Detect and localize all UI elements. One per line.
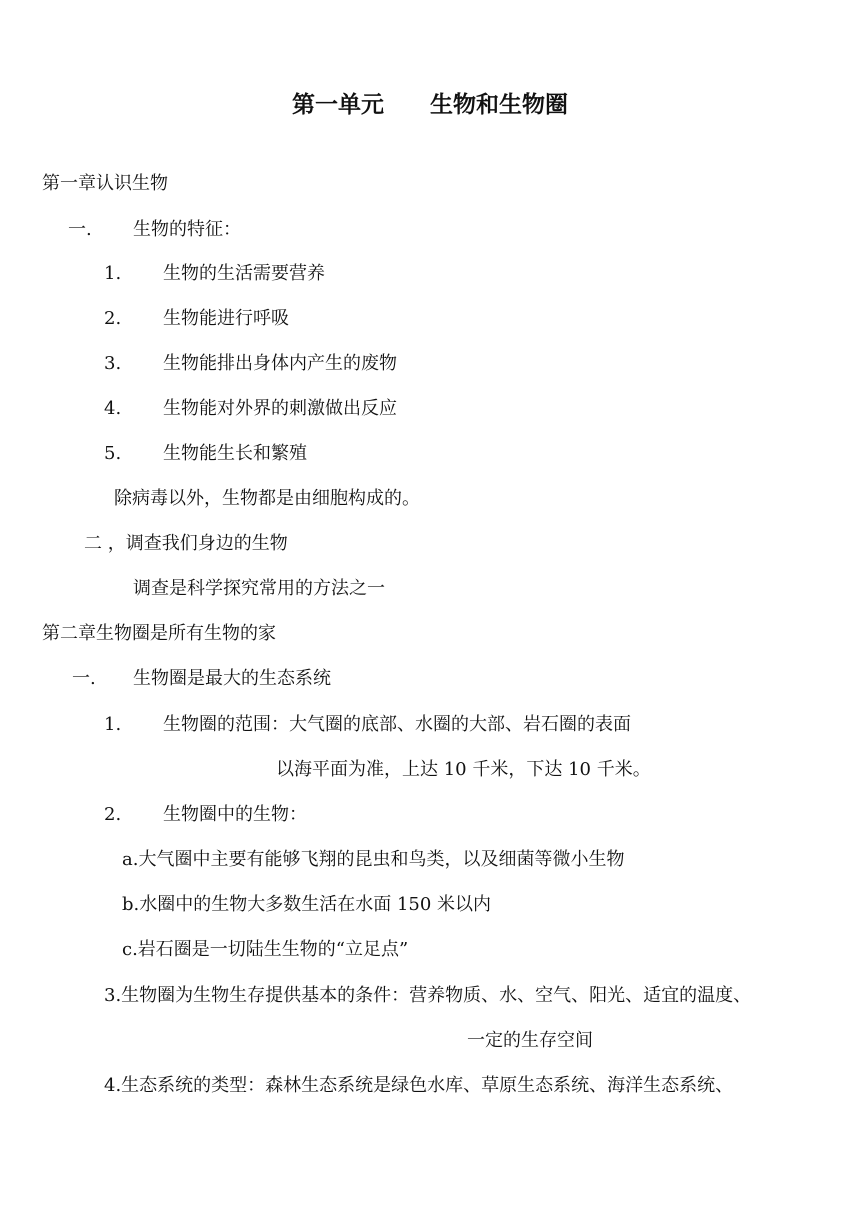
list-item-number: 2. — [104, 308, 122, 329]
list-item-number: 1. — [104, 263, 122, 284]
sub-item-b: b.水圈中的生物大多数生活在水面 150 米以内 — [122, 894, 492, 915]
list-item-number: 2. — [104, 804, 122, 825]
survey-note: 调查是科学探究常用的方法之一 — [133, 578, 385, 599]
list-item-text: 生物圈的范围：大气圈的底部、水圈的大部、岩石圈的表面 — [163, 714, 631, 735]
chapter1-section1-title: 生物的特征： — [133, 219, 241, 240]
virus-note: 除病毒以外，生物都是由细胞构成的。 — [114, 488, 420, 509]
list-item-text: 生物能生长和繁殖 — [163, 443, 307, 464]
list-item-number: 5. — [104, 443, 122, 464]
list-item-number: 4. — [104, 398, 122, 419]
list-item-continuation: 一定的生存空间 — [467, 1030, 593, 1051]
sub-item-c: c.岩石圈是一切陆生生物的“立足点” — [122, 939, 409, 960]
chapter2-section1-marker: 一. — [72, 668, 96, 689]
chapter2-section1-title: 生物圈是最大的生态系统 — [133, 668, 331, 689]
chapter1-section1-marker: 一. — [68, 219, 92, 240]
list-item-text: 生物的生活需要营养 — [163, 263, 325, 284]
list-item-text: 生物能进行呼吸 — [163, 308, 289, 329]
list-item-text: 生物能对外界的刺激做出反应 — [163, 398, 397, 419]
list-item-number: 1. — [104, 714, 122, 735]
list-item-continuation: 以海平面为准，上达 10 千米，下达 10 千米。 — [276, 759, 651, 780]
document-title: 第一单元 生物和生物圈 — [292, 92, 568, 118]
list-item-text: 4.生态系统的类型：森林生态系统是绿色水库、草原生态系统、海洋生态系统、 — [104, 1075, 734, 1096]
chapter1-section2-title: 二 ，调查我们身边的生物 — [84, 533, 288, 554]
sub-item-a: a.大气圈中主要有能够飞翔的昆虫和鸟类，以及细菌等微小生物 — [122, 849, 625, 870]
list-item-number: 3. — [104, 353, 122, 374]
chapter2-heading: 第二章生物圈是所有生物的家 — [42, 623, 276, 644]
list-item-text: 生物圈中的生物： — [163, 804, 307, 825]
list-item-text: 3.生物圈为生物生存提供基本的条件：营养物质、水、空气、阳光、适宜的温度、 — [104, 985, 752, 1006]
list-item-text: 生物能排出身体内产生的废物 — [163, 353, 397, 374]
chapter1-heading: 第一章认识生物 — [42, 173, 168, 194]
